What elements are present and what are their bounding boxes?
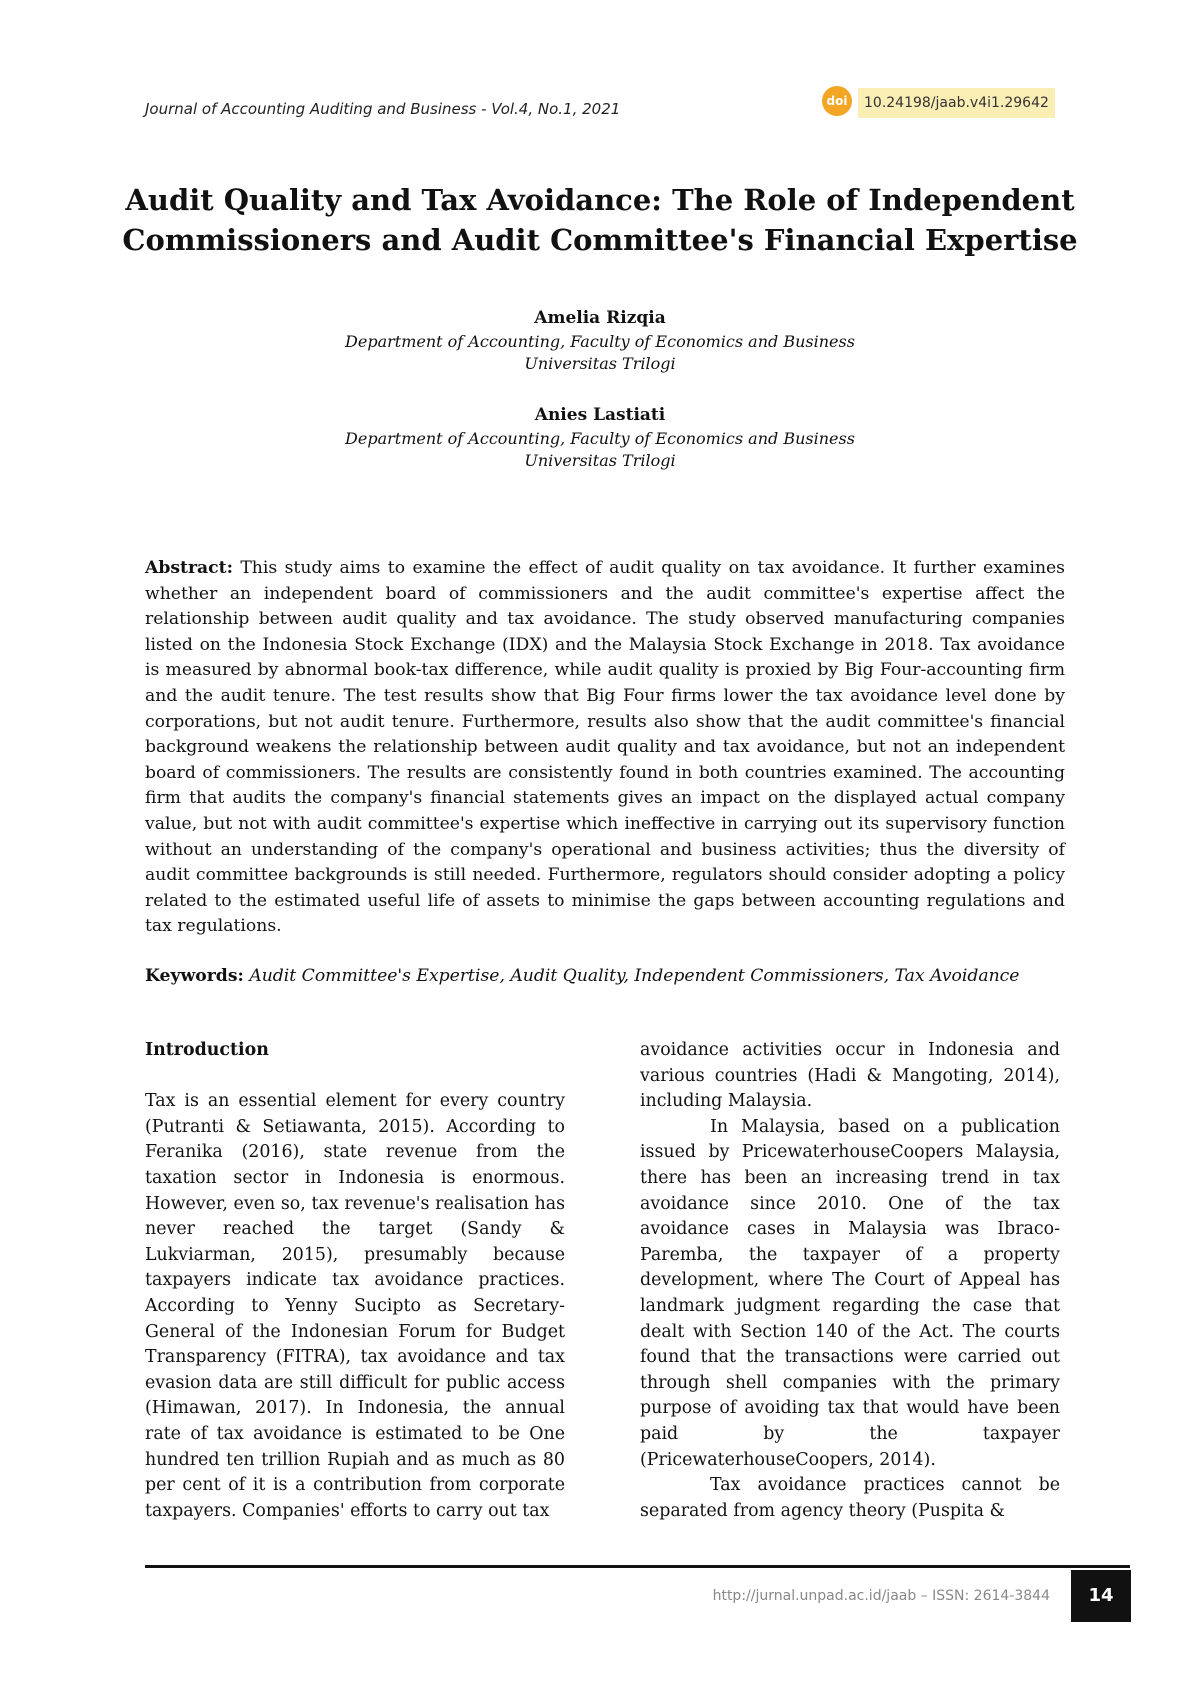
abstract-text: This study aims to examine the effect of audit quality on tax avoidance. It further examines whether an independent board of commissioners and the audit committee's expertise affect the relationship between audit quality and tax avoidance. The study observed manufacturing companies listed on the Indonesia Stock Exchange (IDX) and the Malaysia Stock Exchange in 2018. Tax avoidance is measured by abnormal book-tax difference, while audit quality is proxied by Big Four-accounting firm and the audit tenure. The test results show that Big Four firms lower the tax avoidance level done by corporations, but not audit tenure. Furthermore, results also show that the audit committee's financial background weakens the relationship between audit quality and tax avoidance, but not an independent board of commissioners. The results are consistently found in both countries examined. The accounting firm that audits the company's financial statements gives an impact on the displayed actual company value, but not with audit committee's expertise which ineffective in carrying out its supervisory function without an understanding of the company's operational and business activities; thus the diversity of audit committee backgrounds is still needed. Furthermore, regulators should consider adopting a policy related to the estimated useful life of assets to minimise the gaps between accounting regulations and tax regulations.	[145, 558, 1066, 937]
section-heading: Introduction	[145, 1040, 269, 1060]
paragraph: In Malaysia, based on a publication issued by PricewaterhouseCoopers Malaysia, there has been an increasing trend in tax avoidance since 2010. One of the tax avoidance cases in Malaysia was Ibraco-Paremba, the taxpayer of a property development, where The Court of Appeal has landmark judgment regarding the case that dealt with Section 140 of the Act. The courts found that the transactions were carried out through shell companies with the primary purpose of avoiding tax that would have been paid by the taxpayer (PricewaterhouseCoopers, 2014).	[640, 1116, 1060, 1470]
author-block-2	[100, 402, 1100, 472]
doi-link[interactable]: 10.24198/jaab.v4i1.29642	[858, 88, 1055, 118]
title-line-1: Audit Quality and Tax Avoidance: The Role of Independent	[125, 183, 1075, 217]
author-name: Anies Lastiati	[534, 405, 666, 425]
keywords-label: Keywords:	[145, 966, 244, 986]
body-column-right	[640, 1038, 1060, 1524]
abstract	[145, 556, 1065, 940]
footer-divider	[145, 1565, 1130, 1568]
title-line-2: Commissioners and Audit Committee's Financial Expertise	[122, 223, 1078, 257]
paragraph: avoidance activities occur in Indonesia and various countries (Hadi & Mangoting, 2014), including Malaysia.	[640, 1040, 1060, 1112]
author-department: Department of Accounting, Faculty of Economics and Business	[345, 332, 855, 351]
keywords	[145, 963, 1065, 989]
page-number: 14	[1071, 1570, 1131, 1622]
doi-icon: doi	[822, 86, 852, 116]
paragraph: Tax is an essential element for every country (Putranti & Setiawanta, 2015). According to Feranika (2016), state revenue from the taxation sector in Indonesia is enormous. However, even so, tax revenue's realisation has never reached the target (Sandy & Lukviarman, 2015), presumably because taxpayers indicate tax avoidance practices. According to Yenny Sucipto as Secretary-General of the Indonesian Forum for Budget Transparency (FITRA), tax avoidance and tax evasion data are still difficult for public access (Himawan, 2017). In Indonesia, the annual rate of tax avoidance is estimated to be One hundred ten trillion Rupiah and as much as 80 per cent of it is a contribution from corporate taxpayers. Companies' efforts to carry out tax	[145, 1091, 565, 1521]
author-name: Amelia Rizqia	[534, 308, 666, 328]
journal-citation: Journal of Accounting Auditing and Business - Vol.4, No.1, 2021	[145, 100, 621, 118]
footer-url[interactable]: http://jurnal.unpad.ac.id/jaab – ISSN: 2614-3844	[712, 1588, 1050, 1604]
paper-title	[100, 180, 1100, 260]
keywords-text: Audit Committee's Expertise, Audit Quality, Independent Commissioners, Tax Avoidance	[249, 966, 1020, 986]
author-university: Universitas Trilogi	[524, 451, 676, 470]
body-column-left	[145, 1038, 565, 1524]
doi-badge[interactable]	[822, 86, 1066, 122]
author-department: Department of Accounting, Faculty of Economics and Business	[345, 429, 855, 448]
paragraph: Tax avoidance practices cannot be separated from agency theory (Puspita &	[640, 1475, 1060, 1521]
author-block-1	[100, 305, 1100, 375]
author-university: Universitas Trilogi	[524, 354, 676, 373]
abstract-label: Abstract:	[145, 558, 233, 578]
